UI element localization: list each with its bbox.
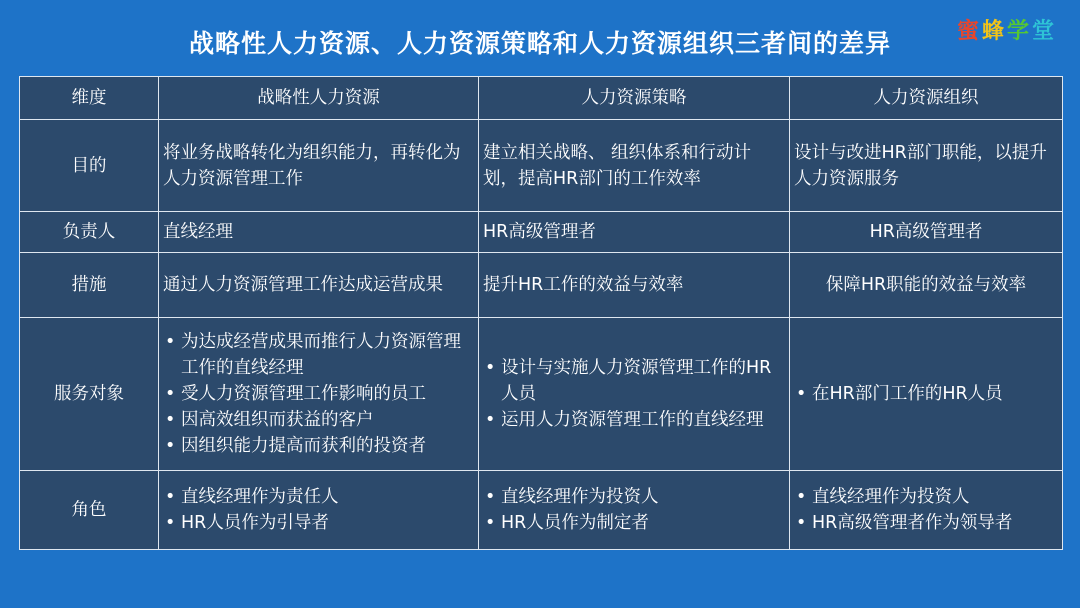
logo-char: 堂 bbox=[1031, 18, 1054, 44]
table-cell: HR高级管理者 bbox=[790, 212, 1063, 253]
list-item: • 为达成经营成果而推行人力资源管理工作的直线经理 bbox=[163, 329, 474, 381]
list-item: • 直线经理作为投资人 bbox=[794, 484, 1058, 510]
table-cell: 提升HR工作的效益与效率 bbox=[479, 253, 790, 318]
table-row-role bbox=[20, 471, 1063, 550]
row-label: 服务对象 bbox=[20, 318, 159, 471]
table-cell bbox=[159, 318, 479, 471]
list-item: • 受人力资源管理工作影响的员工 bbox=[163, 381, 474, 407]
list-item: • 在HR部门工作的HR人员 bbox=[794, 381, 1058, 407]
row-label: 负责人 bbox=[20, 212, 159, 253]
logo-char: 蜂 bbox=[981, 18, 1004, 44]
bullet-list bbox=[794, 484, 1058, 536]
list-item: • 因组织能力提高而获利的投资者 bbox=[163, 433, 474, 459]
table-cell bbox=[479, 471, 790, 550]
list-item: • HR人员作为制定者 bbox=[483, 510, 785, 536]
table-row-owner bbox=[20, 212, 1063, 253]
logo-char: 蜜 bbox=[956, 18, 979, 44]
table-cell: HR高级管理者 bbox=[479, 212, 790, 253]
table-cell: 通过人力资源管理工作达成运营成果 bbox=[159, 253, 479, 318]
table-row-measure bbox=[20, 253, 1063, 318]
slide-title: 战略性人力资源、人力资源策略和人力资源组织三者间的差异 bbox=[188, 29, 891, 58]
list-item: • HR高级管理者作为领导者 bbox=[794, 510, 1058, 536]
header-strategic-hr: 战略性人力资源 bbox=[159, 77, 479, 120]
row-label: 角色 bbox=[20, 471, 159, 550]
brand-logo bbox=[954, 14, 1054, 45]
table-cell: 建立相关战略、 组织体系和行动计划，提高HR部门的工作效率 bbox=[479, 120, 790, 212]
list-item: • 设计与实施人力资源管理工作的HR人员 bbox=[483, 355, 785, 407]
bullet-list bbox=[163, 484, 474, 536]
table-cell: 保障HR职能的效益与效率 bbox=[790, 253, 1063, 318]
bullet-list bbox=[163, 329, 474, 459]
header-hr-organization: 人力资源组织 bbox=[790, 77, 1063, 120]
bullet-list bbox=[794, 381, 1058, 407]
header-dimension: 维度 bbox=[20, 77, 159, 120]
logo-char: 学 bbox=[1006, 18, 1029, 44]
table-cell: 设计与改进HR部门职能，以提升人力资源服务 bbox=[790, 120, 1063, 212]
header-row bbox=[20, 77, 1063, 120]
table-row-goal bbox=[20, 120, 1063, 212]
list-item: • HR人员作为引导者 bbox=[163, 510, 474, 536]
table-cell bbox=[479, 318, 790, 471]
table-cell: 直线经理 bbox=[159, 212, 479, 253]
bullet-list bbox=[483, 355, 785, 433]
table-cell bbox=[790, 318, 1063, 471]
list-item: • 因高效组织而获益的客户 bbox=[163, 407, 474, 433]
list-item: • 直线经理作为责任人 bbox=[163, 484, 474, 510]
table-row-serve bbox=[20, 318, 1063, 471]
header-hr-strategy: 人力资源策略 bbox=[479, 77, 790, 120]
comparison-table-container bbox=[19, 76, 1062, 550]
row-label: 措施 bbox=[20, 253, 159, 318]
comparison-table bbox=[19, 76, 1063, 550]
bullet-list bbox=[483, 484, 785, 536]
table-cell: 将业务战略转化为组织能力，再转化为人力资源管理工作 bbox=[159, 120, 479, 212]
list-item: • 运用人力资源管理工作的直线经理 bbox=[483, 407, 785, 433]
table-cell bbox=[790, 471, 1063, 550]
list-item: • 直线经理作为投资人 bbox=[483, 484, 785, 510]
row-label: 目的 bbox=[20, 120, 159, 212]
table-cell bbox=[159, 471, 479, 550]
